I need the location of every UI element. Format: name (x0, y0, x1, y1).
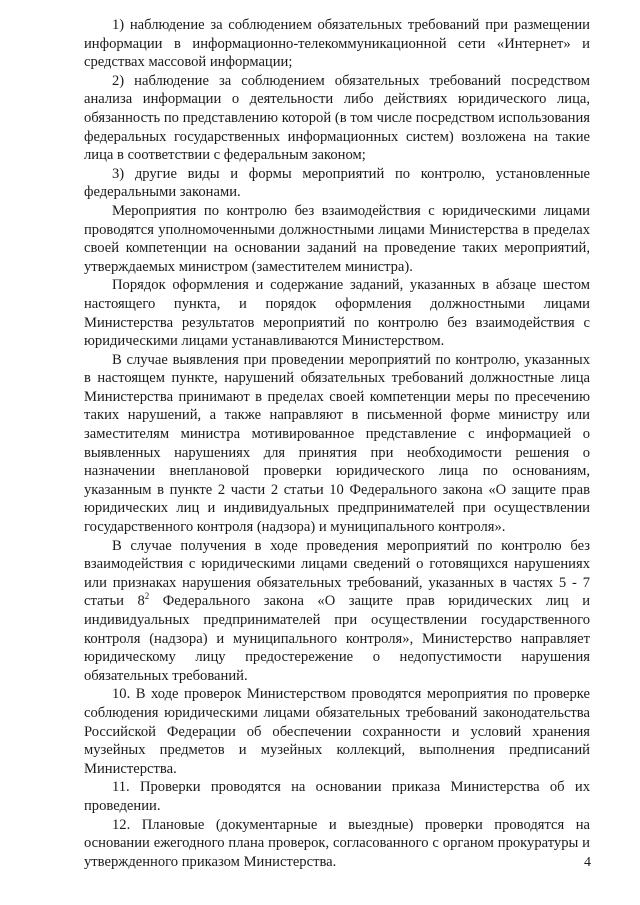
paragraph-task-procedure: Порядок оформления и содержание заданий, указанных в абзаце шестом настоящего пункта, и порядок оформления должностными лицами Министерства результатов мероприятий по контролю без взаимодействия с юридическими лицами устанавливаются Министерством. (84, 277, 590, 350)
paragraph-item-3: 3) другие виды и формы мероприятий по контролю, установленные федеральными законами. (84, 165, 590, 201)
paragraph-control-without-interaction: Мероприятия по контролю без взаимодействия с юридическими лицами проводятся уполномоченными должностными лицами Министерства в пределах своей компетенции на основании заданий на проведение таких мероприятий, утверждаемых министром (заместителем министра). (84, 202, 590, 275)
paragraph-item-1: 1) наблюдение за соблюдением обязательных требований при размещении информации в информационно-телекоммуникационной сети «Интернет» и средствах массовой информации; (84, 17, 590, 71)
paragraph-11: 11. Проверки проводятся на основании приказа Министерства об их проведении. (84, 779, 590, 814)
paragraph-warning-end: Федерального закона «О защите прав юридических лиц и индивидуальных предпринимателей при осуществлении государственного контроля (надзора) и муниципального контроля», Министерство направляет юридическому лицу предостережение о недопустимости нарушения обязательных требований. (84, 593, 591, 684)
page-number: 4 (584, 855, 591, 870)
article-superscript: 2 (144, 591, 150, 602)
paragraph-item-2: 2) наблюдение за соблюдением обязательных требований посредством анализа информации о деятельности либо действиях юридического лица, обязанность по представлению которой (в том числе посредством использования федеральных государственных информационных систем) возложена на такие лица в соответствии с федеральным законом; (84, 72, 590, 164)
paragraph-10: 10. В ходе проверок Министерством проводятся мероприятия по проверке соблюдения юридическими лицами обязательных требований законодательства Российской Федерации об обеспечении сохранности и условий хранения музейных предметов и музейных коллекций, выполнения предписаний Министерства. (84, 686, 590, 777)
paragraph-warning-start: В случае получения в ходе проведения мероприятий по контролю без взаимодействия с юридическими лицами сведений о готовящихся нарушениях или признаках нарушения обязательных требований, указанных в частях 5 - 7 статьи 8 (84, 537, 590, 610)
paragraph-warning (84, 537, 590, 686)
document-page (84, 16, 590, 871)
paragraph-violation-detection: В случае выявления при проведении мероприятий по контролю, указанных в настоящем пункте, нарушений обязательных требований должностные лица Министерства принимают в пределах своей компетенции меры по пресечению таких нарушений, а также направляют в письменной форме министру или заместителям министра мотивированное представление с информацией о выявленных нарушениях для принятия при необходимости решения о назначении внеплановой проверки юридического лица по основаниям, указанным в пункте 2 части 2 статьи 10 Федерального закона «О защите прав юридических лиц и индивидуальных предпринимателей при осуществлении государственного контроля (надзора) и муниципального контроля». (84, 351, 590, 536)
paragraph-12: 12. Плановые (документарные и выездные) проверки проводятся на основании ежегодного плана проверок, согласованного с органом прокуратуры и утвержденного приказом Министерства. (84, 816, 590, 870)
